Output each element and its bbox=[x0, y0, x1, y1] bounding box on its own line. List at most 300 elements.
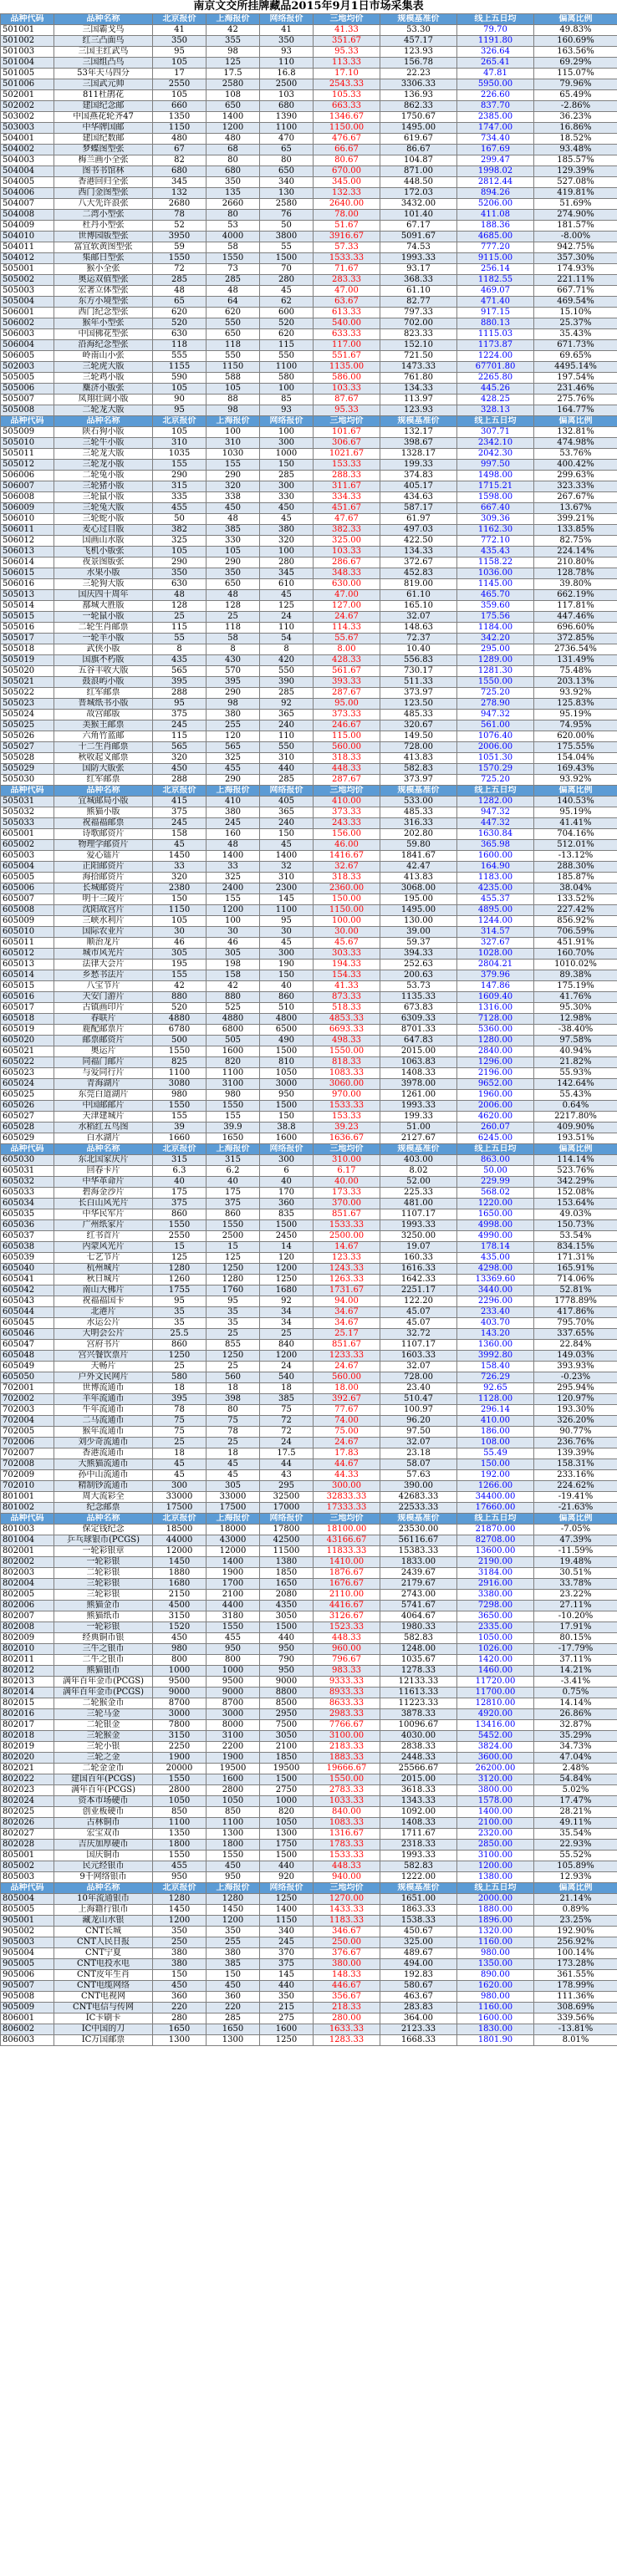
cell-avg3: 1550.00 bbox=[314, 1046, 380, 1057]
cell-avg3: 560.00 bbox=[314, 742, 380, 753]
cell-scale-base: 61.10 bbox=[380, 286, 457, 297]
cell-deviation: -2.86% bbox=[534, 101, 617, 112]
cell-beijing: 630 bbox=[153, 329, 207, 340]
cell-beijing: 3950 bbox=[153, 232, 207, 242]
cell-shanghai: 1280 bbox=[207, 1894, 260, 1905]
cell-avg3: 561.67 bbox=[314, 666, 380, 677]
cell-shanghai: 588 bbox=[207, 373, 260, 384]
table-row bbox=[1, 938, 617, 949]
cell-shanghai: 8700 bbox=[207, 1698, 260, 1709]
cell-name: 中华牌国邮 bbox=[54, 123, 153, 134]
cell-scale-base: 1473.33 bbox=[380, 362, 457, 373]
cell-scale-base: 3068.00 bbox=[380, 883, 457, 894]
table-header-row bbox=[1, 416, 617, 427]
cell-beijing: 1900 bbox=[153, 1753, 207, 1764]
cell-shanghai: 118 bbox=[207, 623, 260, 634]
cell-beijing: 1650 bbox=[153, 2024, 207, 2035]
cell-shanghai: 310 bbox=[207, 438, 260, 449]
cell-scale-base: 97.50 bbox=[380, 1427, 457, 1438]
cell-beijing: 52 bbox=[153, 221, 207, 232]
cell-online-5day: 1184.00 bbox=[457, 623, 534, 634]
cell-online-5day: 1280.00 bbox=[457, 1036, 534, 1046]
cell-deviation: 97.58% bbox=[534, 1036, 617, 1046]
cell-deviation: 132.81% bbox=[534, 427, 617, 438]
cell-code: 605021 bbox=[1, 1046, 54, 1057]
table-row bbox=[1, 1318, 617, 1329]
cell-scale-base: 1651.00 bbox=[380, 1894, 457, 1905]
cell-name: IC中国的刀 bbox=[54, 2024, 153, 2035]
table-row bbox=[1, 36, 617, 47]
cell-code: 605041 bbox=[1, 1275, 54, 1285]
cell-online: 150 bbox=[260, 970, 314, 981]
cell-name: 建国百年(PCGS) bbox=[54, 1774, 153, 1785]
column-header-scale-base: 规模基准价 bbox=[380, 786, 457, 797]
cell-code: 605028 bbox=[1, 1123, 54, 1133]
cell-online: 600 bbox=[260, 308, 314, 318]
cell-beijing: 3000 bbox=[153, 1709, 207, 1720]
table-row bbox=[1, 166, 617, 177]
cell-online: 65 bbox=[260, 145, 314, 155]
table-row bbox=[1, 1090, 617, 1101]
cell-beijing: 350 bbox=[153, 36, 207, 47]
cell-name: 羊年流通币 bbox=[54, 1394, 153, 1405]
cell-shanghai: 1550 bbox=[207, 1851, 260, 1861]
cell-avg3: 95.33 bbox=[314, 405, 380, 416]
cell-beijing: 82 bbox=[153, 155, 207, 166]
table-row bbox=[1, 1492, 617, 1503]
cell-online: 190 bbox=[260, 960, 314, 970]
cell-scale-base: 448.50 bbox=[380, 177, 457, 188]
cell-online: 920 bbox=[260, 1872, 314, 1883]
column-header-online-5day: 线上五日均 bbox=[457, 786, 534, 797]
cell-name: 七艺节片 bbox=[54, 1253, 153, 1264]
cell-shanghai: 19500 bbox=[207, 1764, 260, 1774]
cell-online-5day: 1830.00 bbox=[457, 2024, 534, 2035]
cell-deviation: 89.38% bbox=[534, 970, 617, 981]
cell-beijing: 350 bbox=[153, 1927, 207, 1937]
cell-deviation: 171.31% bbox=[534, 1253, 617, 1264]
cell-deviation: 100.14% bbox=[534, 1948, 617, 1959]
table-row bbox=[1, 134, 617, 145]
column-header-scale-base: 规模基准价 bbox=[380, 1514, 457, 1525]
cell-shanghai: 1030 bbox=[207, 449, 260, 460]
cell-beijing: 155 bbox=[153, 970, 207, 981]
table-row bbox=[1, 373, 617, 384]
sheet-title: 南京文交所挂牌藏品2015年9月1日市场采集表 bbox=[193, 0, 424, 13]
cell-name: 创业板硬币 bbox=[54, 1807, 153, 1818]
cell-deviation: 69.29% bbox=[534, 58, 617, 69]
cell-deviation: 22.84% bbox=[534, 1340, 617, 1351]
cell-name: 建国纪念邮 bbox=[54, 101, 153, 112]
cell-beijing: 75 bbox=[153, 1416, 207, 1427]
table-row bbox=[1, 1709, 617, 1720]
cell-online: 125 bbox=[260, 601, 314, 612]
cell-deviation: 35.29% bbox=[534, 1731, 617, 1742]
cell-deviation: 74.95% bbox=[534, 720, 617, 731]
cell-shanghai: 25 bbox=[207, 1329, 260, 1340]
cell-scale-base: 4030.00 bbox=[380, 1731, 457, 1742]
cell-name: 八大先许浪张 bbox=[54, 199, 153, 210]
cell-shanghai: 6800 bbox=[207, 1025, 260, 1036]
cell-online-5day: 7128.00 bbox=[457, 1014, 534, 1025]
column-header-beijing: 北京报价 bbox=[153, 1514, 207, 1525]
cell-avg3: 1523.33 bbox=[314, 1622, 380, 1633]
table-row bbox=[1, 253, 617, 264]
cell-code: 506007 bbox=[1, 481, 54, 492]
cell-name: 诗歌邮资片 bbox=[54, 829, 153, 840]
price-table-body bbox=[1, 14, 617, 2046]
table-row bbox=[1, 449, 617, 460]
cell-avg3: 150.00 bbox=[314, 894, 380, 905]
cell-scale-base: 32.72 bbox=[380, 1329, 457, 1340]
cell-shanghai: 42 bbox=[207, 25, 260, 36]
table-row bbox=[1, 655, 617, 666]
cell-online: 790 bbox=[260, 1655, 314, 1666]
cell-avg3: 11833.33 bbox=[314, 1546, 380, 1557]
cell-beijing: 48 bbox=[153, 590, 207, 601]
cell-online-5day: 4895.00 bbox=[457, 905, 534, 916]
cell-deviation: 372.85% bbox=[534, 634, 617, 644]
cell-avg3: 30.00 bbox=[314, 927, 380, 938]
cell-deviation: 164.77% bbox=[534, 405, 617, 416]
table-row bbox=[1, 1155, 617, 1166]
cell-scale-base: 403.00 bbox=[380, 1155, 457, 1166]
cell-scale-base: 1035.67 bbox=[380, 1655, 457, 1666]
cell-avg3: 940.00 bbox=[314, 1872, 380, 1883]
cell-beijing: 46 bbox=[153, 938, 207, 949]
cell-code: 605008 bbox=[1, 905, 54, 916]
cell-name: 奥运双值型张 bbox=[54, 275, 153, 286]
cell-online: 1200 bbox=[260, 1264, 314, 1275]
cell-code: 702010 bbox=[1, 1481, 54, 1492]
cell-name: 武侠小版 bbox=[54, 644, 153, 655]
table-row bbox=[1, 1666, 617, 1677]
cell-online-5day: 772.10 bbox=[457, 536, 534, 547]
cell-code: 605012 bbox=[1, 949, 54, 960]
cell-deviation: 117.81% bbox=[534, 601, 617, 612]
cell-beijing: 288 bbox=[153, 775, 207, 786]
cell-shanghai: 53 bbox=[207, 221, 260, 232]
cell-scale-base: 2015.00 bbox=[380, 1774, 457, 1785]
cell-deviation: 53.54% bbox=[534, 1231, 617, 1242]
cell-name: 熊猫银币 bbox=[54, 1666, 153, 1677]
cell-avg3: 1283.33 bbox=[314, 2035, 380, 2046]
cell-beijing: 12000 bbox=[153, 1546, 207, 1557]
table-row bbox=[1, 1036, 617, 1046]
cell-avg3: 24.67 bbox=[314, 1438, 380, 1448]
cell-beijing: 90 bbox=[153, 395, 207, 405]
cell-online-5day: 1630.84 bbox=[457, 829, 534, 840]
cell-online: 810 bbox=[260, 1057, 314, 1068]
cell-shanghai: 118 bbox=[207, 340, 260, 351]
cell-name: 藏龙山水银 bbox=[54, 1916, 153, 1927]
cell-shanghai: 380 bbox=[207, 710, 260, 720]
cell-shanghai: 43000 bbox=[207, 1535, 260, 1546]
cell-shanghai: 155 bbox=[207, 894, 260, 905]
cell-online-5day: 1998.02 bbox=[457, 166, 534, 177]
table-row bbox=[1, 1199, 617, 1209]
cell-online: 320 bbox=[260, 536, 314, 547]
column-header-online: 网络报价 bbox=[260, 14, 314, 25]
cell-beijing: 2680 bbox=[153, 199, 207, 210]
cell-beijing: 44000 bbox=[153, 1535, 207, 1546]
table-row bbox=[1, 883, 617, 894]
cell-deviation: 35.54% bbox=[534, 1829, 617, 1840]
cell-shanghai: 128 bbox=[207, 601, 260, 612]
cell-avg3: 1183.33 bbox=[314, 1916, 380, 1927]
cell-beijing: 1280 bbox=[153, 1894, 207, 1905]
cell-code: 702007 bbox=[1, 1448, 54, 1459]
cell-online: 24 bbox=[260, 1362, 314, 1372]
cell-name: 广州纸家片 bbox=[54, 1220, 153, 1231]
cell-scale-base: 1495.00 bbox=[380, 905, 457, 916]
cell-beijing: 18 bbox=[153, 1448, 207, 1459]
cell-beijing: 395 bbox=[153, 677, 207, 688]
cell-avg3: 410.00 bbox=[314, 797, 380, 807]
cell-online-5day: 667.40 bbox=[457, 503, 534, 514]
cell-deviation: 14.14% bbox=[534, 1698, 617, 1709]
cell-online-5day: 167.69 bbox=[457, 145, 534, 155]
cell-online-5day: 342.20 bbox=[457, 634, 534, 644]
cell-online-5day: 188.36 bbox=[457, 221, 534, 232]
cell-deviation: -13.81% bbox=[534, 2024, 617, 2035]
cell-scale-base: 587.17 bbox=[380, 503, 457, 514]
cell-avg3: 115.00 bbox=[314, 731, 380, 742]
cell-name: 海拾邮资片 bbox=[54, 873, 153, 883]
cell-deviation: 447.46% bbox=[534, 612, 617, 623]
table-row bbox=[1, 742, 617, 753]
cell-shanghai: 17.5 bbox=[207, 69, 260, 79]
cell-scale-base: 96.20 bbox=[380, 1416, 457, 1427]
cell-deviation: 133.52% bbox=[534, 894, 617, 905]
cell-name: 城市风光片 bbox=[54, 949, 153, 960]
table-row bbox=[1, 644, 617, 655]
cell-shanghai: 33000 bbox=[207, 1492, 260, 1503]
cell-code: 605047 bbox=[1, 1340, 54, 1351]
cell-online-5day: 1200.00 bbox=[457, 1861, 534, 1872]
cell-online: 1500 bbox=[260, 1101, 314, 1112]
cell-avg3: 288.33 bbox=[314, 471, 380, 481]
cell-avg3: 154.33 bbox=[314, 970, 380, 981]
cell-online-5day: 1350.00 bbox=[457, 1959, 534, 1970]
cell-beijing: 288 bbox=[153, 688, 207, 699]
cell-beijing: 305 bbox=[153, 949, 207, 960]
cell-scale-base: 730.17 bbox=[380, 666, 457, 677]
cell-online: 100 bbox=[260, 547, 314, 557]
cell-beijing: 565 bbox=[153, 742, 207, 753]
cell-shanghai: 25 bbox=[207, 1438, 260, 1448]
cell-name: 南山大佛片 bbox=[54, 1285, 153, 1296]
cell-online: 32 bbox=[260, 862, 314, 873]
cell-code: 505012 bbox=[1, 460, 54, 471]
cell-deviation: 16.86% bbox=[534, 123, 617, 134]
cell-code: 605015 bbox=[1, 981, 54, 992]
cell-code: 501002 bbox=[1, 36, 54, 47]
cell-shanghai: 290 bbox=[207, 775, 260, 786]
cell-scale-base: 52.00 bbox=[380, 1177, 457, 1188]
cell-deviation: 795.70% bbox=[534, 1318, 617, 1329]
cell-online: 550 bbox=[260, 351, 314, 362]
cell-scale-base: 1261.00 bbox=[380, 1090, 457, 1101]
cell-code: 501006 bbox=[1, 79, 54, 90]
cell-online: 310 bbox=[260, 753, 314, 764]
cell-avg3: 586.00 bbox=[314, 373, 380, 384]
cell-code: 802009 bbox=[1, 1633, 54, 1644]
cell-scale-base: 22533.33 bbox=[380, 1503, 457, 1514]
cell-name: 三轮彩银 bbox=[54, 1590, 153, 1601]
cell-deviation: 662.19% bbox=[534, 590, 617, 601]
cell-name: 10年流通银币 bbox=[54, 1894, 153, 1905]
cell-beijing: 800 bbox=[153, 1655, 207, 1666]
cell-deviation: 114.14% bbox=[534, 1155, 617, 1166]
cell-online-5day: 435.43 bbox=[457, 547, 534, 557]
cell-beijing: 33 bbox=[153, 862, 207, 873]
cell-online-5day: 1498.00 bbox=[457, 471, 534, 481]
table-row bbox=[1, 1688, 617, 1698]
cell-online-5day: 295.00 bbox=[457, 644, 534, 655]
cell-online-5day: 3440.00 bbox=[457, 1285, 534, 1296]
cell-name: 香港流通币 bbox=[54, 1448, 153, 1459]
cell-scale-base: 1841.67 bbox=[380, 851, 457, 862]
cell-name: 熊猫小版 bbox=[54, 807, 153, 818]
cell-shanghai: 1150 bbox=[207, 362, 260, 373]
cell-code: 605024 bbox=[1, 1079, 54, 1090]
table-row bbox=[1, 949, 617, 960]
cell-shanghai: 1550 bbox=[207, 1101, 260, 1112]
cell-deviation: 13.67% bbox=[534, 503, 617, 514]
cell-avg3: 1876.67 bbox=[314, 1568, 380, 1579]
cell-beijing: 67 bbox=[153, 145, 207, 155]
cell-online-5day: 4298.00 bbox=[457, 1264, 534, 1275]
cell-code: 504007 bbox=[1, 199, 54, 210]
cell-beijing: 850 bbox=[153, 1807, 207, 1818]
cell-deviation: 308.69% bbox=[534, 2003, 617, 2013]
column-header-online: 网络报价 bbox=[260, 786, 314, 797]
cell-deviation: 19.48% bbox=[534, 1557, 617, 1568]
cell-shanghai: 58 bbox=[207, 242, 260, 253]
table-row bbox=[1, 1112, 617, 1123]
cell-online: 1250 bbox=[260, 1894, 314, 1905]
cell-avg3: 95.33 bbox=[314, 47, 380, 58]
cell-name: 二轮龙大版 bbox=[54, 405, 153, 416]
cell-beijing: 3080 bbox=[153, 1079, 207, 1090]
cell-avg3: 630.00 bbox=[314, 579, 380, 590]
cell-shanghai: 2200 bbox=[207, 1742, 260, 1753]
cell-avg3: 373.33 bbox=[314, 807, 380, 818]
table-row bbox=[1, 242, 617, 253]
cell-online: 1100 bbox=[260, 362, 314, 373]
cell-name: CNT电缆网络 bbox=[54, 1981, 153, 1992]
cell-scale-base: 3432.00 bbox=[380, 199, 457, 210]
cell-deviation: 181.57% bbox=[534, 221, 617, 232]
cell-code: 505019 bbox=[1, 655, 54, 666]
cell-scale-base: 12133.33 bbox=[380, 1677, 457, 1688]
cell-beijing: 345 bbox=[153, 177, 207, 188]
cell-shanghai: 360 bbox=[207, 1992, 260, 2003]
cell-online: 42500 bbox=[260, 1535, 314, 1546]
cell-code: 504005 bbox=[1, 177, 54, 188]
cell-code: 801003 bbox=[1, 1525, 54, 1535]
cell-scale-base: 364.00 bbox=[380, 2013, 457, 2024]
cell-online: 11500 bbox=[260, 1546, 314, 1557]
cell-name: 天安门游片 bbox=[54, 992, 153, 1003]
cell-name: 古镇画印片 bbox=[54, 1003, 153, 1014]
cell-scale-base: 202.80 bbox=[380, 829, 457, 840]
cell-beijing: 350 bbox=[153, 568, 207, 579]
cell-online-5day: 2335.00 bbox=[457, 1622, 534, 1633]
cell-shanghai: 1300 bbox=[207, 2035, 260, 2046]
cell-code: 805003 bbox=[1, 1872, 54, 1883]
cell-avg3: 75.00 bbox=[314, 1427, 380, 1438]
cell-online-5day: 435.00 bbox=[457, 1253, 534, 1264]
cell-name: 青海湖片 bbox=[54, 1079, 153, 1090]
cell-name: 三峡水利片 bbox=[54, 916, 153, 927]
cell-code: 505021 bbox=[1, 677, 54, 688]
table-row bbox=[1, 981, 617, 992]
cell-avg3: 87.67 bbox=[314, 395, 380, 405]
cell-beijing: 7800 bbox=[153, 1720, 207, 1731]
cell-online-5day: 108.00 bbox=[457, 1438, 534, 1448]
cell-name: 岭南山小张 bbox=[54, 351, 153, 362]
cell-online: 92 bbox=[260, 1296, 314, 1307]
cell-beijing: 4500 bbox=[153, 1601, 207, 1611]
cell-scale-base: 56116.67 bbox=[380, 1535, 457, 1546]
cell-shanghai: 455 bbox=[207, 764, 260, 775]
cell-beijing: 1300 bbox=[153, 2035, 207, 2046]
cell-scale-base: 1063.83 bbox=[380, 1057, 457, 1068]
cell-scale-base: 61.97 bbox=[380, 514, 457, 525]
cell-online-5day: 1715.21 bbox=[457, 481, 534, 492]
table-row bbox=[1, 873, 617, 883]
cell-scale-base: 6309.33 bbox=[380, 1014, 457, 1025]
cell-online: 405 bbox=[260, 797, 314, 807]
cell-avg3: 448.33 bbox=[314, 1861, 380, 1872]
cell-beijing: 660 bbox=[153, 101, 207, 112]
cell-online-5day: 1244.00 bbox=[457, 916, 534, 927]
cell-shanghai: 198 bbox=[207, 960, 260, 970]
cell-online-5day: 47.81 bbox=[457, 69, 534, 79]
cell-avg3: 14.67 bbox=[314, 1242, 380, 1253]
cell-beijing: 450 bbox=[153, 1633, 207, 1644]
column-header-code: 品种代码 bbox=[1, 416, 54, 427]
cell-code: 505011 bbox=[1, 449, 54, 460]
cell-scale-base: 1408.33 bbox=[380, 1068, 457, 1079]
cell-shanghai: 325 bbox=[207, 753, 260, 764]
cell-beijing: 382 bbox=[153, 525, 207, 536]
cell-name: 碧海金沙片 bbox=[54, 1188, 153, 1199]
cell-avg3: 218.33 bbox=[314, 2003, 380, 2013]
cell-avg3: 4853.33 bbox=[314, 1014, 380, 1025]
cell-code: 506014 bbox=[1, 557, 54, 568]
table-row bbox=[1, 1068, 617, 1079]
cell-avg3: 103.33 bbox=[314, 547, 380, 557]
cell-avg3: 6693.33 bbox=[314, 1025, 380, 1036]
cell-scale-base: 15383.33 bbox=[380, 1546, 457, 1557]
cell-avg3: 663.33 bbox=[314, 101, 380, 112]
cell-scale-base: 2448.33 bbox=[380, 1753, 457, 1764]
cell-beijing: 325 bbox=[153, 536, 207, 547]
column-header-shanghai: 上海报价 bbox=[207, 416, 260, 427]
cell-name: 三轮猴金 bbox=[54, 1731, 153, 1742]
cell-online-5day: 1316.00 bbox=[457, 1003, 534, 1014]
cell-online-5day: 307.71 bbox=[457, 427, 534, 438]
column-header-beijing: 北京报价 bbox=[153, 1144, 207, 1155]
table-row bbox=[1, 807, 617, 818]
cell-deviation: 69.65% bbox=[534, 351, 617, 362]
cell-online: 280 bbox=[260, 275, 314, 286]
cell-avg3: 2783.33 bbox=[314, 1785, 380, 1796]
table-row bbox=[1, 2024, 617, 2035]
